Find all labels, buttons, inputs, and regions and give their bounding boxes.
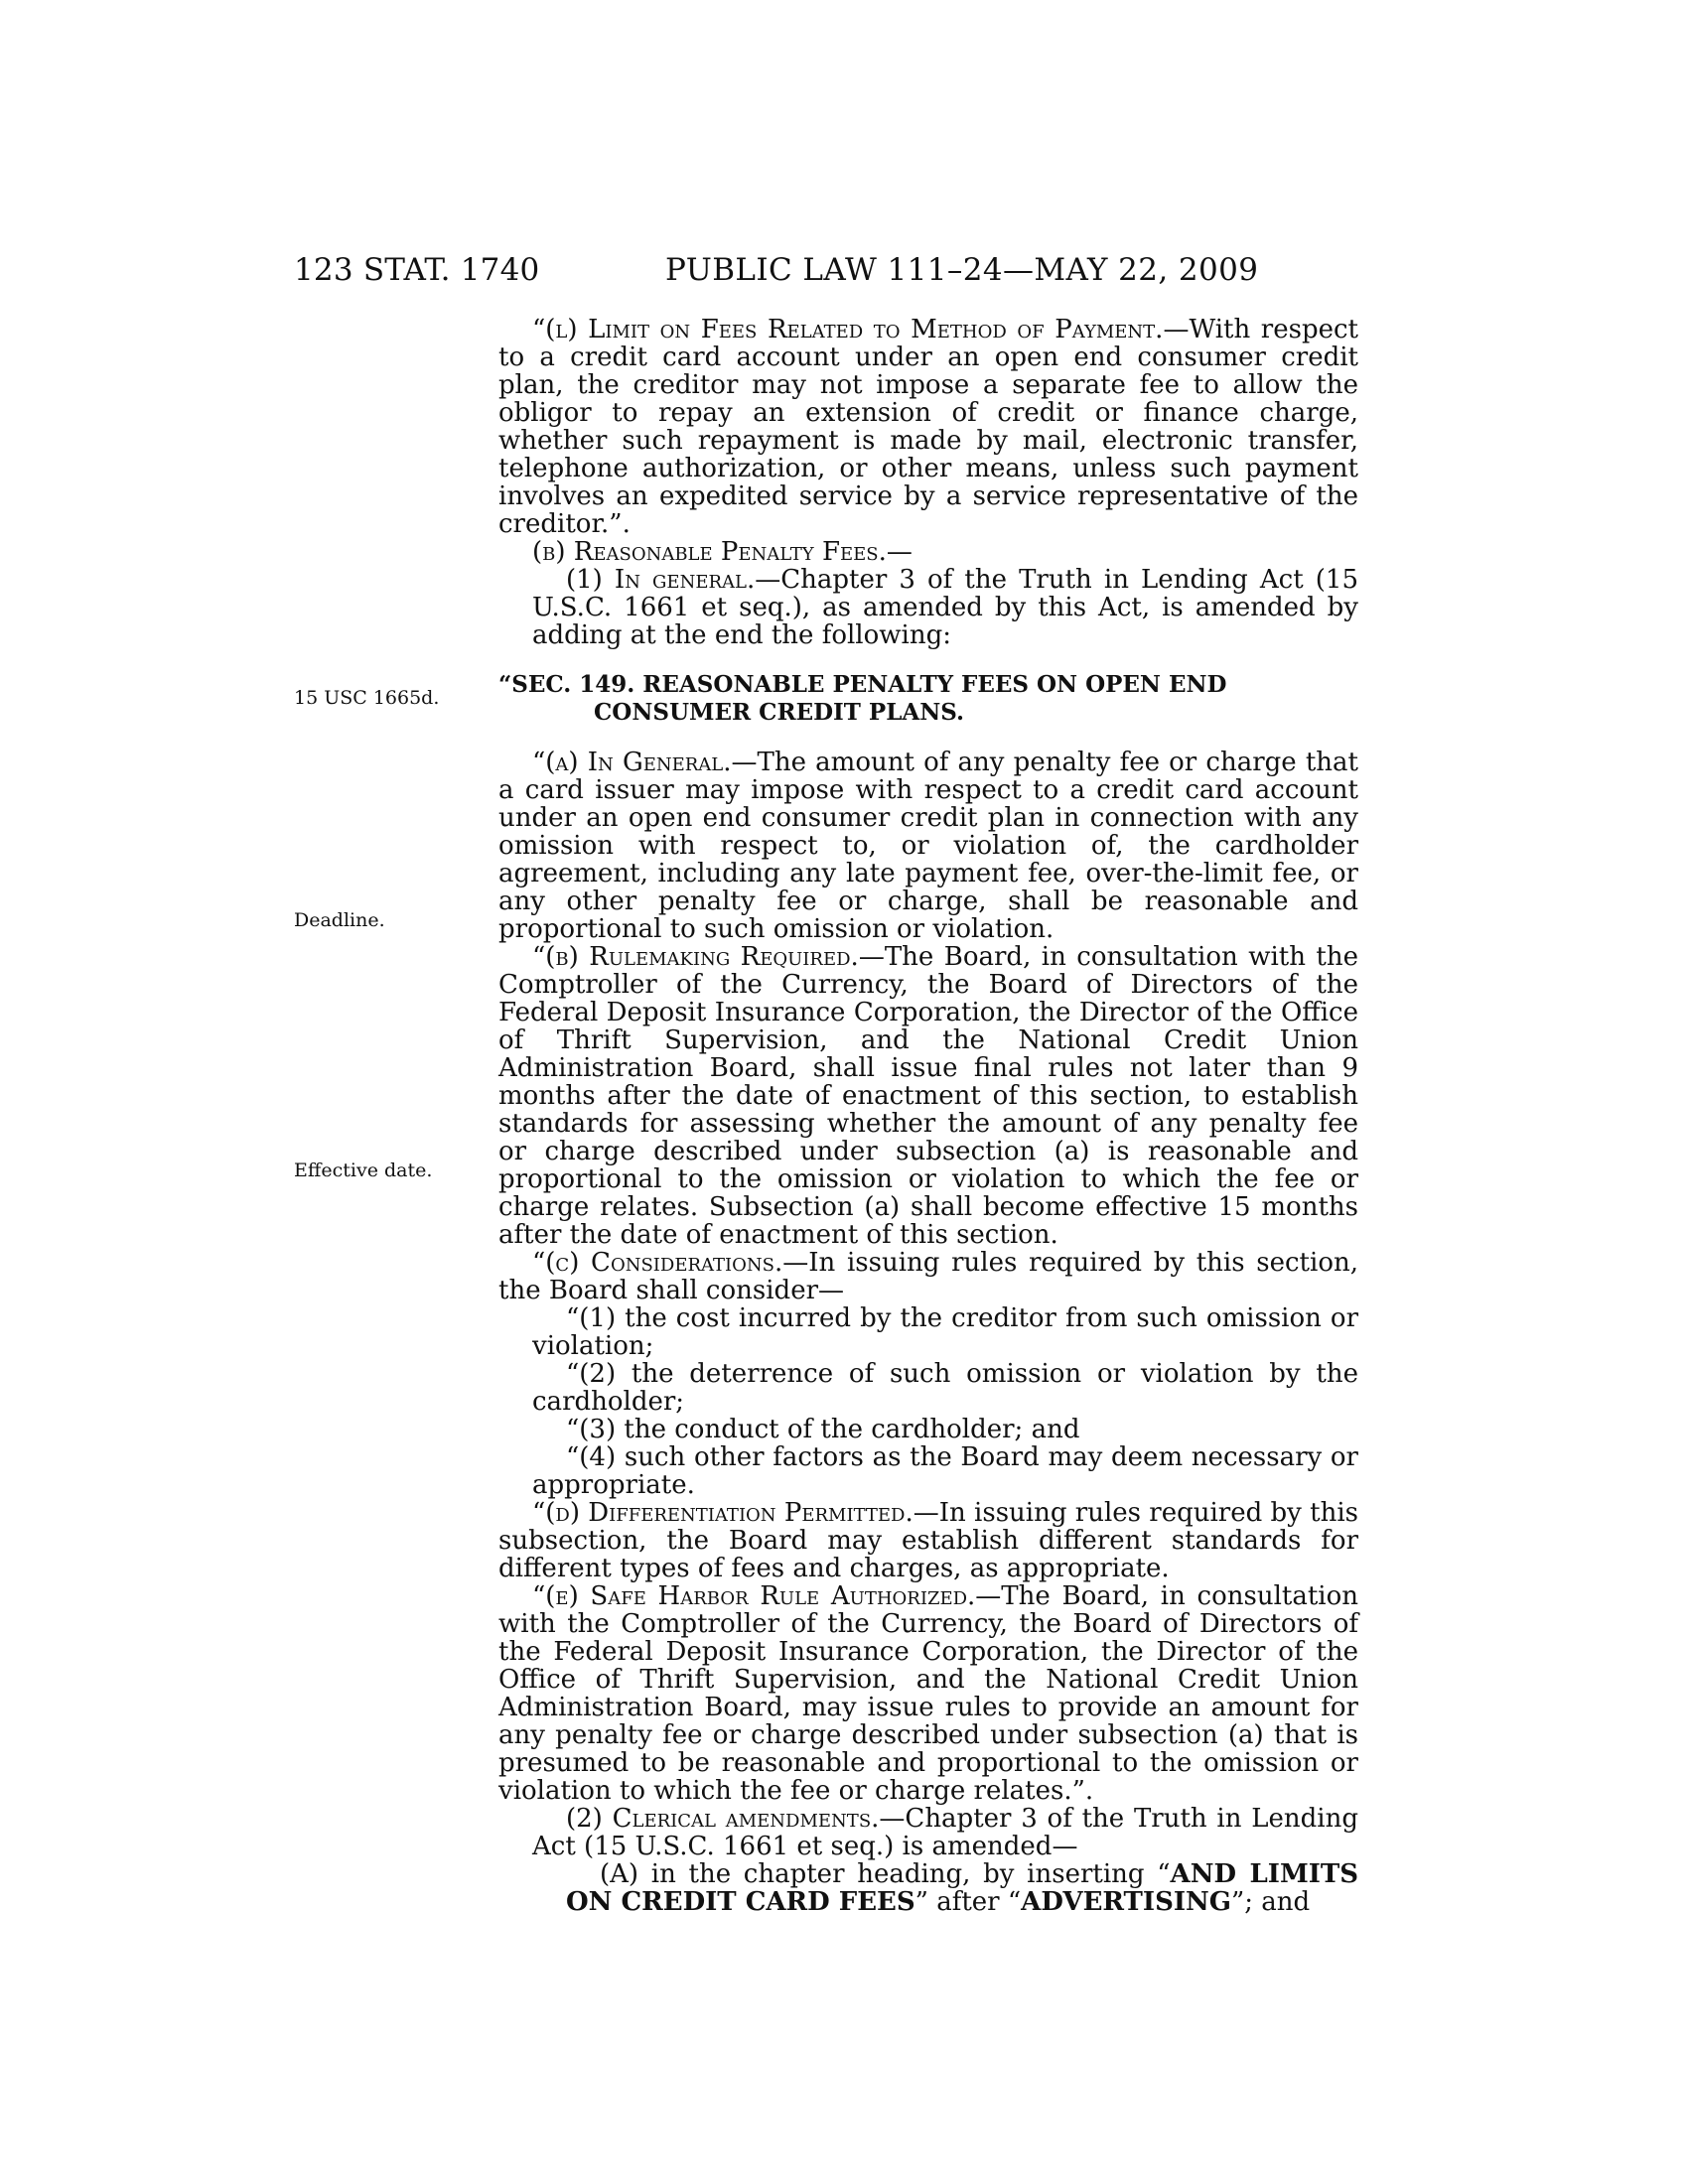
subsection-b-text: —The Board, in consultation with the Comptroller of the Currency, the Board of Directors of the Federal Deposit Insurance Corporation, the Director of the Office of Thrift Supervision, and the National Credit Union Administration Board, shall issue final rules not later than 9 months after the date of enactment of this section, to establish standards for assessing whether the amount of any penalty fee or charge described under subsection (a) is reasonable and proportional to the omission or violation to which the fee or charge relates. Subsection (a) shall become effective 15 months after the date of enactment of this section. — [498, 942, 1359, 1250]
subsection-d-text: —In issuing rules required by this subsection, the Board may establish different standards for different types of fees and charges, as appropriate. — [498, 1498, 1358, 1583]
subsection-a-text: —The amount of any penalty fee or charge that a card issuer may impose with respect to a credit card account under an open end consumer credit plan in connection with any omission with respect to, or violation of, the cardholder agreement, including any late payment fee, over-the-limit fee, or any other penalty fee or charge, shall be reasonable and proportional to such omission or violation. — [498, 748, 1358, 944]
subsection-a-heading: “(a) In General. — [532, 748, 732, 777]
subsection-e — [498, 1582, 1358, 1805]
subsection-b — [498, 943, 1358, 1249]
paragraph-b-heading: (b) Reasonable Penalty Fees. — [532, 537, 887, 567]
subsection-c-text: —In issuing rules required by this section, the Board shall consider— — [498, 1248, 1358, 1305]
paragraph-l — [498, 316, 1358, 538]
statute-citation: 123 STAT. 1740 — [294, 252, 540, 288]
consideration-3: “(3) the conduct of the cardholder; and — [566, 1415, 1080, 1444]
subsection-b-heading: “(b) Rulemaking Required. — [532, 942, 859, 972]
paragraph-l-heading: “(l) Limit on Fees Related to Method of Payment. — [532, 315, 1164, 344]
subsection-e-heading: “(e) Safe Harbor Rule Authorized. — [532, 1581, 976, 1611]
paragraph-1-text: —Chapter 3 of the Truth in Lending Act (15 U.S.C. 1661 et seq.), as amended by this Act, is amended by adding at the end the following: — [532, 565, 1359, 650]
subsection-a — [498, 749, 1358, 943]
paragraph-1-heading: (1) In general. — [566, 565, 756, 595]
subparagraph-A — [498, 1860, 1358, 1916]
subparagraph-A-mid: ” after “ — [914, 1887, 1022, 1917]
paragraph-2-heading: (2) Clerical amendments. — [566, 1804, 880, 1834]
subparagraph-A-bold-heading: AND LIMITS ON CREDIT CARD FEES — [566, 1859, 1359, 1917]
section-heading: “SEC. 149. REASONABLE PENALTY FEES ON OPEN END CONSUMER CREDIT PLANS. — [498, 671, 1227, 726]
public-law-title: PUBLIC LAW 111–24—MAY 22, 2009 — [665, 252, 1259, 288]
subparagraph-A-bold-advertising: ADVERTISING — [1021, 1887, 1231, 1917]
subsection-d — [498, 1499, 1358, 1582]
subsection-d-heading: “(d) Differentiation Permitted. — [532, 1498, 914, 1528]
paragraph-2 — [498, 1805, 1358, 1860]
subsection-c-heading: “(c) Considerations. — [532, 1248, 783, 1278]
paragraph-l-text: —With respect to a credit card account under an open end consumer credit plan, the creditor may not impose a separate fee to allow the obligor to repay an extension of credit or finance charge, whether such repayment is made by mail, electronic transfer, telephone authorization, or other means, unless such payment involves an expedited service by a service representative of the creditor.”. — [498, 315, 1358, 539]
paragraph-b — [498, 538, 1358, 566]
consideration-4: “(4) such other factors as the Board may deem necessary or appropriate. — [532, 1442, 1358, 1500]
margin-note-usc: 15 USC 1665d. — [294, 687, 440, 709]
subsection-c — [498, 1249, 1358, 1304]
consideration-1: “(1) the cost incurred by the creditor from such omission or violation; — [532, 1303, 1358, 1361]
subparagraph-A-end: ”; and — [1230, 1887, 1311, 1917]
margin-note-effective-date: Effective date. — [294, 1160, 433, 1181]
statute-body — [498, 316, 1358, 1916]
paragraph-2-text: —Chapter 3 of the Truth in Lending Act (15 U.S.C. 1661 et seq.) is amended— — [532, 1804, 1358, 1861]
paragraph-1 — [498, 566, 1358, 649]
margin-note-deadline: Deadline. — [294, 909, 385, 931]
subparagraph-A-start: (A) in the chapter heading, by inserting “ — [600, 1859, 1171, 1889]
consideration-2: “(2) the deterrence of such omission or violation by the cardholder; — [532, 1359, 1358, 1417]
subsection-e-text: —The Board, in consultation with the Comptroller of the Currency, the Board of Directors of the Federal Deposit Insurance Corporation, the Director of the Office of Thrift Supervision, and the National Credit Union Administration Board, may issue rules to provide an amount for any penalty fee or charge described under subsection (a) that is presumed to be reasonable and proportional to the omission or violation to which the fee or charge relates.”. — [498, 1581, 1358, 1806]
paragraph-b-text: — — [886, 537, 913, 567]
